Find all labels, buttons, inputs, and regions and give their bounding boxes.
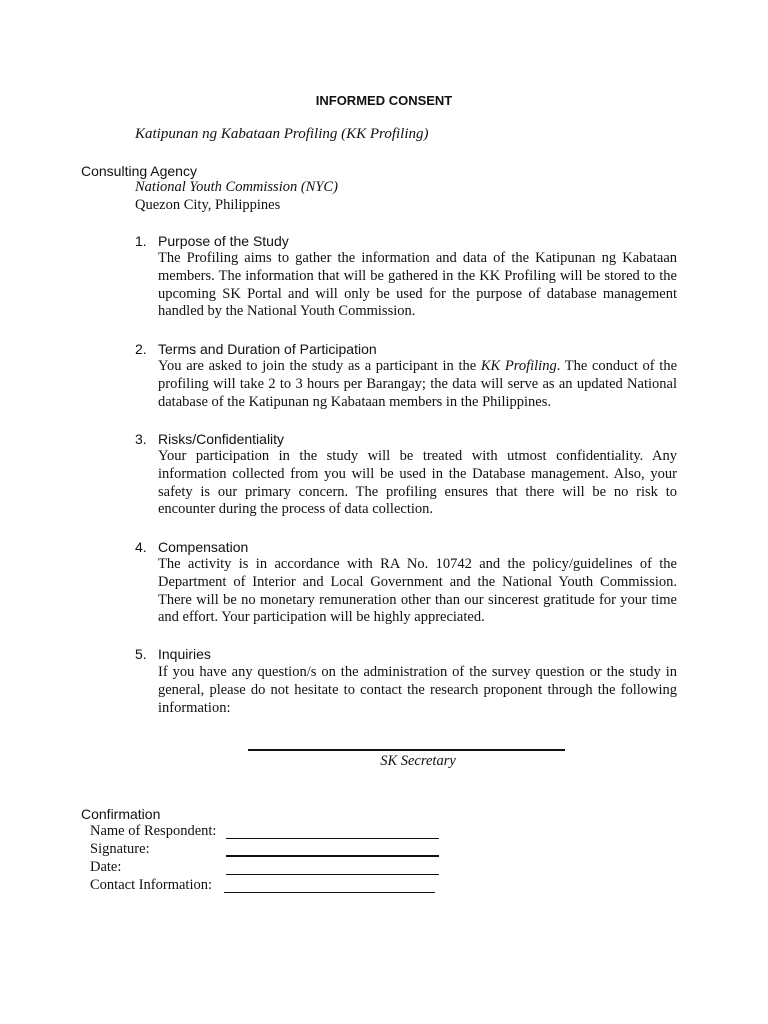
name-of-respondent-line[interactable] bbox=[226, 838, 439, 839]
field-label-signature: Signature: bbox=[90, 841, 150, 857]
section-heading-inquiries: Inquiries bbox=[158, 646, 211, 662]
section-body-text: . The conduct of the profiling will take 2 to 3 hours per Barangay; the data will serve as an updated National database of the Katipunan ng Kabataan members in the Philippines. bbox=[158, 358, 678, 410]
section-body-terms bbox=[158, 358, 677, 411]
document-subtitle: Katipunan ng Kabataan Profiling (KK Profiling) bbox=[135, 126, 429, 142]
signature-line-field[interactable] bbox=[226, 855, 439, 857]
signatory-title: SK Secretary bbox=[380, 753, 456, 769]
document-title: INFORMED CONSENT bbox=[315, 93, 453, 108]
section-heading-risks: Risks/Confidentiality bbox=[158, 431, 285, 447]
signature-line bbox=[248, 749, 565, 751]
section-number: 4. bbox=[135, 539, 147, 555]
agency-label: Consulting Agency bbox=[81, 163, 197, 179]
date-line[interactable] bbox=[226, 874, 439, 875]
section-body-compensation: The activity is in accordance with RA No. 10742 and the policy/guidelines of the Department of Interior and Local Government and the National Youth Commission. There will be no monetary remuneration other than our sincerest gratitude for your time and effort. Your participation will be highly appreciated. bbox=[158, 556, 677, 626]
section-body-inquiries: If you have any question/s on the administration of the survey question or the study in general, please do not hesitate to contact the research proponent through the following information: bbox=[158, 664, 677, 716]
section-number: 2. bbox=[135, 341, 147, 357]
section-body-purpose: The Profiling aims to gather the information and data of the Katipunan ng Kabataan members. The information that will be gathered in the KK Profiling will be stored to the upcoming SK Portal and will only be used for the purpose of database management handled by the National Youth Commission. bbox=[158, 250, 677, 320]
confirmation-label: Confirmation bbox=[81, 806, 161, 822]
section-heading-terms: Terms and Duration of Participation bbox=[158, 341, 377, 357]
field-label-contact: Contact Information: bbox=[90, 877, 213, 893]
contact-information-line[interactable] bbox=[224, 892, 435, 893]
section-number: 3. bbox=[135, 431, 147, 447]
kk-profiling-emphasis: KK Profiling bbox=[480, 358, 557, 374]
field-label-name: Name of Respondent: bbox=[90, 823, 217, 839]
field-label-date: Date: bbox=[90, 859, 122, 875]
section-number: 5. bbox=[135, 646, 147, 662]
section-body-text: You are asked to join the study as a participant in the bbox=[158, 358, 481, 374]
section-body-risks: Your participation in the study will be treated with utmost confidentiality. Any information collected from you will be used in the Database management. Also, your safety is our primary concern. The profiling ensures that there will be no risk to encounter during the process of data collection. bbox=[158, 448, 677, 518]
section-heading-purpose: Purpose of the Study bbox=[158, 233, 289, 249]
agency-location: Quezon City, Philippines bbox=[135, 197, 281, 213]
section-heading-compensation: Compensation bbox=[158, 539, 249, 555]
agency-name: National Youth Commission (NYC) bbox=[135, 179, 338, 195]
section-number: 1. bbox=[135, 233, 147, 249]
